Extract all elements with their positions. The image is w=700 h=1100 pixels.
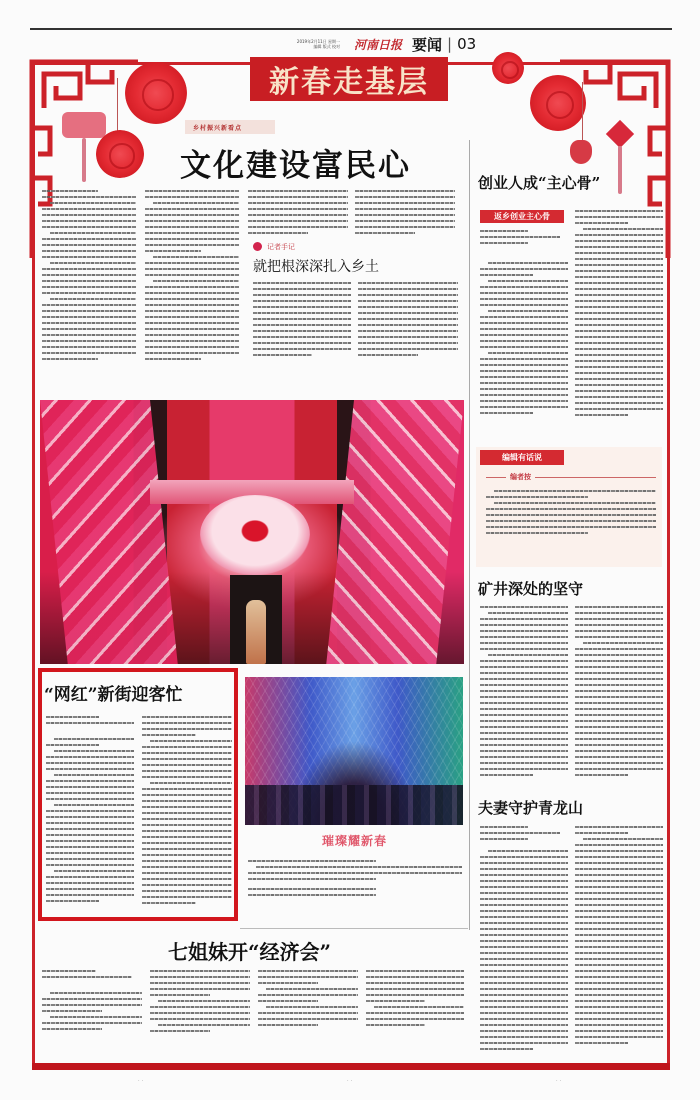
editor-line: 编辑 版式 校对 — [313, 44, 340, 49]
boxed-body-col-1 — [46, 738, 134, 906]
kicker-text: 乡村振兴新看点 — [193, 124, 243, 132]
banner-title: 新春走基层 — [269, 65, 429, 100]
right-1-body-col-2 — [575, 210, 663, 420]
lantern-pouch-icon — [570, 140, 592, 164]
right-headline-2[interactable]: 矿井深处的坚守 — [478, 580, 584, 598]
frame-bottom-bar — [32, 1063, 670, 1070]
bottom-rule — [240, 928, 468, 929]
top-rule — [30, 28, 672, 30]
page-number: 03 — [457, 35, 477, 53]
right-tag-1 — [480, 210, 564, 223]
photo-person — [246, 600, 266, 664]
bottom-headline[interactable]: 七姐妹开“经济会” — [168, 940, 332, 964]
paper-flower-icon — [96, 130, 144, 178]
section-banner — [250, 57, 448, 101]
lead-headline[interactable]: 文化建设富民心 — [180, 148, 411, 184]
bottom-byline — [42, 970, 132, 982]
footer-mark-1: ·· — [138, 1078, 146, 1084]
paper-flower-icon — [530, 75, 586, 131]
bottom-body-col-3 — [258, 970, 358, 1030]
lead-kicker — [185, 120, 275, 134]
fu-ornament-icon — [62, 112, 106, 138]
main-photo-lantern-arch — [40, 400, 464, 664]
date-line: 2019年2月11日 星期一 — [296, 39, 340, 44]
photo-pillar-left — [40, 400, 178, 664]
lead-body-col-2 — [145, 190, 239, 364]
right-2-body-col-1 — [480, 606, 568, 780]
bottom-body-col-1 — [42, 992, 142, 1034]
tassel-icon — [82, 138, 86, 182]
lead-body-col-1 — [42, 190, 136, 364]
tag-text: 编辑有话说 — [502, 453, 542, 462]
play-arrow-icon — [253, 242, 262, 251]
photo-lotus-lantern — [200, 495, 310, 575]
photo-caption-body — [248, 860, 462, 900]
right-headline-3[interactable]: 夫妻守护青龙山 — [478, 799, 584, 817]
right-3-body-col-1 — [480, 850, 568, 1054]
hanging-string — [582, 82, 583, 140]
right-3-byline — [480, 826, 560, 844]
sub-kicker: 记者手记 — [267, 243, 295, 251]
right-1-body-col-1 — [480, 262, 568, 418]
boxed-headline[interactable]: “网红”新街迎客忙 — [44, 685, 183, 705]
note-tag — [480, 450, 564, 465]
photo-pillar-right — [326, 400, 464, 664]
paper-flower-icon — [492, 52, 524, 84]
tag-text: 返乡创业主心骨 — [494, 212, 550, 221]
boxed-byline — [46, 716, 134, 728]
footer-mark-3: ·· — [556, 1078, 564, 1084]
paper-flower-icon — [125, 62, 187, 124]
bottom-body-col-2 — [150, 970, 250, 1036]
secondary-photo-light-tunnel — [245, 677, 463, 825]
boxed-body-col-2 — [142, 716, 232, 908]
lead-body-col-4 — [355, 190, 455, 238]
photo-crowd — [245, 785, 463, 825]
bottom-body-col-4 — [366, 970, 464, 1030]
note-subtitle: 编者按 — [506, 472, 535, 482]
section-name: 要闻 — [412, 35, 443, 54]
tassel-icon — [618, 146, 622, 194]
right-2-body-col-2 — [575, 606, 663, 780]
sub-body-col-1 — [253, 282, 351, 360]
footer-mark-2: ·· — [347, 1078, 355, 1084]
right-headline-1[interactable]: 创业人成“主心骨” — [478, 174, 601, 192]
lead-body-col-3 — [248, 190, 348, 238]
separator: | — [447, 35, 453, 53]
paper-logo: 河南日报 — [354, 37, 403, 52]
photo-block-title[interactable]: 璀璨耀新春 — [322, 834, 388, 848]
column-divider — [469, 140, 470, 930]
masthead — [230, 34, 670, 54]
note-body — [486, 490, 656, 538]
sub-body-col-2 — [358, 282, 458, 360]
masthead-date — [230, 39, 340, 49]
right-1-byline — [480, 230, 560, 248]
right-3-body-col-2 — [575, 826, 663, 1048]
sub-headline[interactable]: 就把根深深扎入乡土 — [253, 259, 379, 275]
